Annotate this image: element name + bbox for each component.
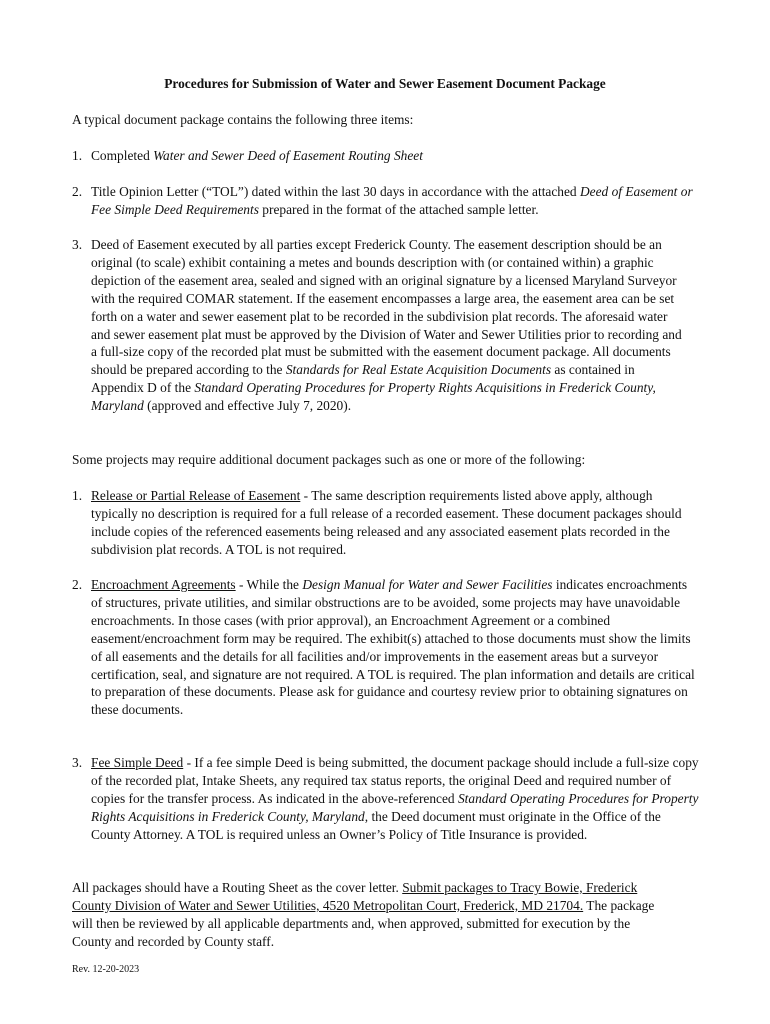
item-number: 1.: [72, 148, 83, 163]
item-number: 3.: [72, 237, 83, 252]
item-heading: Fee Simple Deed: [91, 755, 184, 770]
required-item-2: 2. Title Opinion Letter (“TOL”) dated within the last 30 days in accordance with the attached Deed of Easement or Fee Simple Deed Requirements prepared in the format of the attached sample letter.: [72, 184, 693, 217]
additional-item-release: 1. Release or Partial Release of Easement - The same description requirements listed above apply, although typically no description is required for a full release of a recorded easement. These document packages should include copies of the referenced easements being released and any associated easement plats recorded in the subdivision plat records. A TOL is not required.: [72, 488, 682, 557]
intro-paragraph: A typical document package contains the following three items:: [72, 112, 414, 127]
item-number: 3.: [72, 755, 83, 770]
required-item-1: 1. Completed Water and Sewer Deed of Easement Routing Sheet: [72, 148, 423, 163]
item-number: 2.: [72, 184, 83, 199]
submission-address: Submit packages to Tracy Bowie, Frederick County Division of Water and Sewer Utilities, 4520 Metropolitan Court, Frederick, MD 21704.: [72, 880, 638, 913]
closing-paragraph: All packages should have a Routing Sheet as the cover letter. Submit packages to Tracy Bowie, Frederick County Division of Water and Sewer Utilities, 4520 Metropolitan Court, Frederick, MD 21704. The package will then be reviewed by all applicable departments and, when approved, submitted for execution by the County and recorded by County staff.: [72, 880, 655, 949]
additional-intro-paragraph: Some projects may require additional document packages such as one or more of the following:: [72, 452, 586, 467]
item-number: 2.: [72, 577, 83, 592]
additional-item-fee-simple: 3. Fee Simple Deed - If a fee simple Deed is being submitted, the document package should include a full-size copy of the recorded plat, Intake Sheets, any required tax status reports, the original Deed and required number of copies for the transfer process. As indicated in the above-referenced Standard Operating Procedures for Property Rights Acquisitions in Frederick County, Maryland, the Deed document must originate in the Office of the County Attorney. A TOL is required unless an Owner’s Policy of Title Insurance is provided.: [72, 755, 699, 842]
item-heading: Release or Partial Release of Easement: [91, 488, 301, 503]
item-number: 1.: [72, 488, 83, 503]
required-item-3: 3. Deed of Easement executed by all parties except Frederick County. The easement description should be an original (to scale) exhibit containing a metes and bounds description with (or contained within) a graphic depiction of the easement area, sealed and signed with an original signature by a licensed Maryland Surveyor with the required COMAR statement. If the easement encompasses a large area, the easement area can be set forth on a water and sewer easement plat to be recorded in the subdivision plat records. The aforesaid water and sewer easement plat must be approved by the Division of Water and Sewer Utilities prior to recording and a full-size copy of the recorded plat must be submitted with the easement document package. All documents should be prepared according to the Standards for Real Estate Acquisition Documents as contained in Appendix D of the Standard Operating Procedures for Property Rights Acquisitions in Frederick County, Maryland (approved and effective July 7, 2020).: [72, 237, 682, 414]
item-heading: Encroachment Agreements: [91, 577, 236, 592]
additional-item-encroachment: 2. Encroachment Agreements - While the Design Manual for Water and Sewer Facilities indicates encroachments of structures, private utilities, and similar obstructions are to be avoided, some projects may have unavoidable encroachments. In those cases (with prior approval), an Encroachment Agreement or a combined easement/encroachment form may be required. The exhibit(s) attached to those documents must show the limits of all easements and the details for all facilities and/or improvements in the easement areas but a surveyor certification, seal, and signature are not required. A TOL is required. The plan information and details are critical to preparation of these documents. Please ask for guidance and courtesy review prior to obtaining signatures on these documents.: [72, 577, 695, 718]
revision-date: Rev. 12-20-2023: [72, 964, 140, 975]
document-title: Procedures for Submission of Water and Sewer Easement Document Package: [164, 76, 606, 91]
